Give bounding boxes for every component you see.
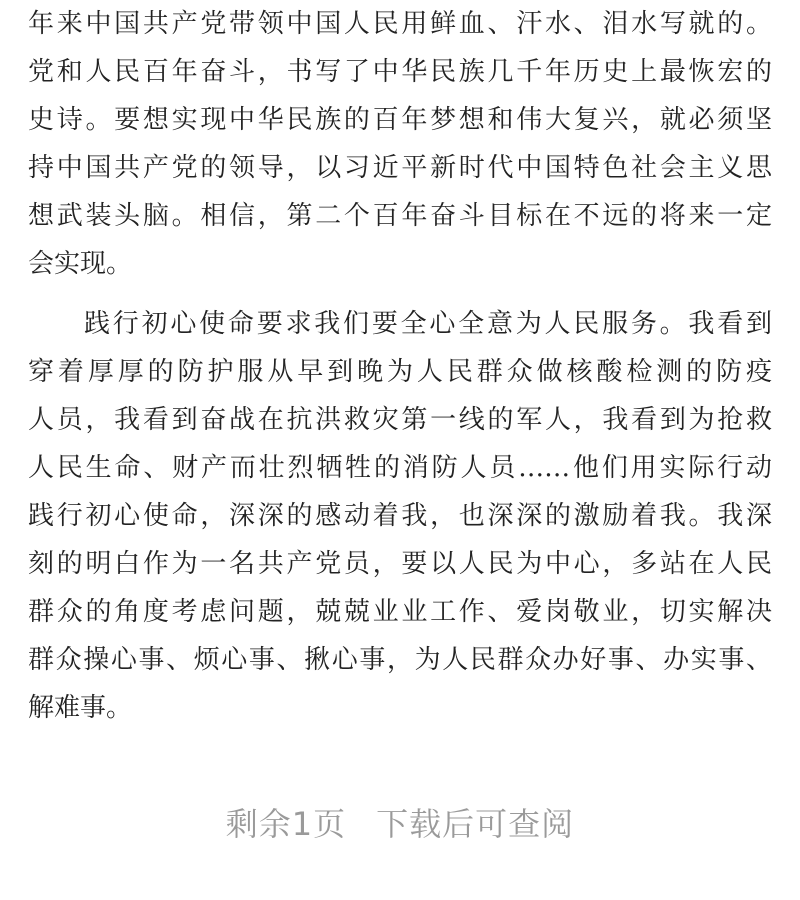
- text-line: 人员，我看到奋战在抗洪救灾第一线的军人，我看到为抢救: [28, 405, 772, 435]
- text-line: 想武装头脑。相信，第二个百年奋斗目标在不远的将来一定: [28, 201, 772, 231]
- text-line: 党和人民百年奋斗，书写了中华民族几千年历史上最恢宏的: [28, 57, 772, 87]
- text-line: 群众的角度考虑问题，兢兢业业工作、爱岗敬业，切实解决: [28, 597, 772, 627]
- text-line: 群众操心事、烦心事、揪心事，为人民群众办好事、办实事、: [28, 645, 772, 675]
- text-line: 解难事。: [28, 693, 133, 723]
- text-line: 践行初心使命要求我们要全心全意为人民服务。我看到: [84, 309, 772, 339]
- text-line: 会实现。: [28, 249, 133, 279]
- text-line: 刻的明白作为一名共产党员，要以人民为中心，多站在人民: [28, 549, 772, 579]
- text-line: 穿着厚厚的防护服从早到晚为人民群众做核酸检测的防疫: [28, 357, 772, 387]
- download-hint-label: 下载后可查阅: [376, 805, 575, 843]
- text-line: 人民生命、财产而壮烈牺牲的消防人员……他们用实际行动: [28, 453, 772, 483]
- remaining-pages-notice[interactable]: [0, 798, 800, 850]
- text-line: 史诗。要想实现中华民族的百年梦想和伟大复兴，就必须坚: [28, 105, 772, 135]
- remaining-pages-label: 剩余1页: [225, 805, 347, 843]
- text-line: 践行初心使命，深深的感动着我，也深深的激励着我。我深: [28, 501, 772, 531]
- text-line: 年来中国共产党带领中国人民用鲜血、汗水、泪水写就的。: [28, 9, 772, 39]
- text-line: 持中国共产党的领导，以习近平新时代中国特色社会主义思: [28, 153, 772, 183]
